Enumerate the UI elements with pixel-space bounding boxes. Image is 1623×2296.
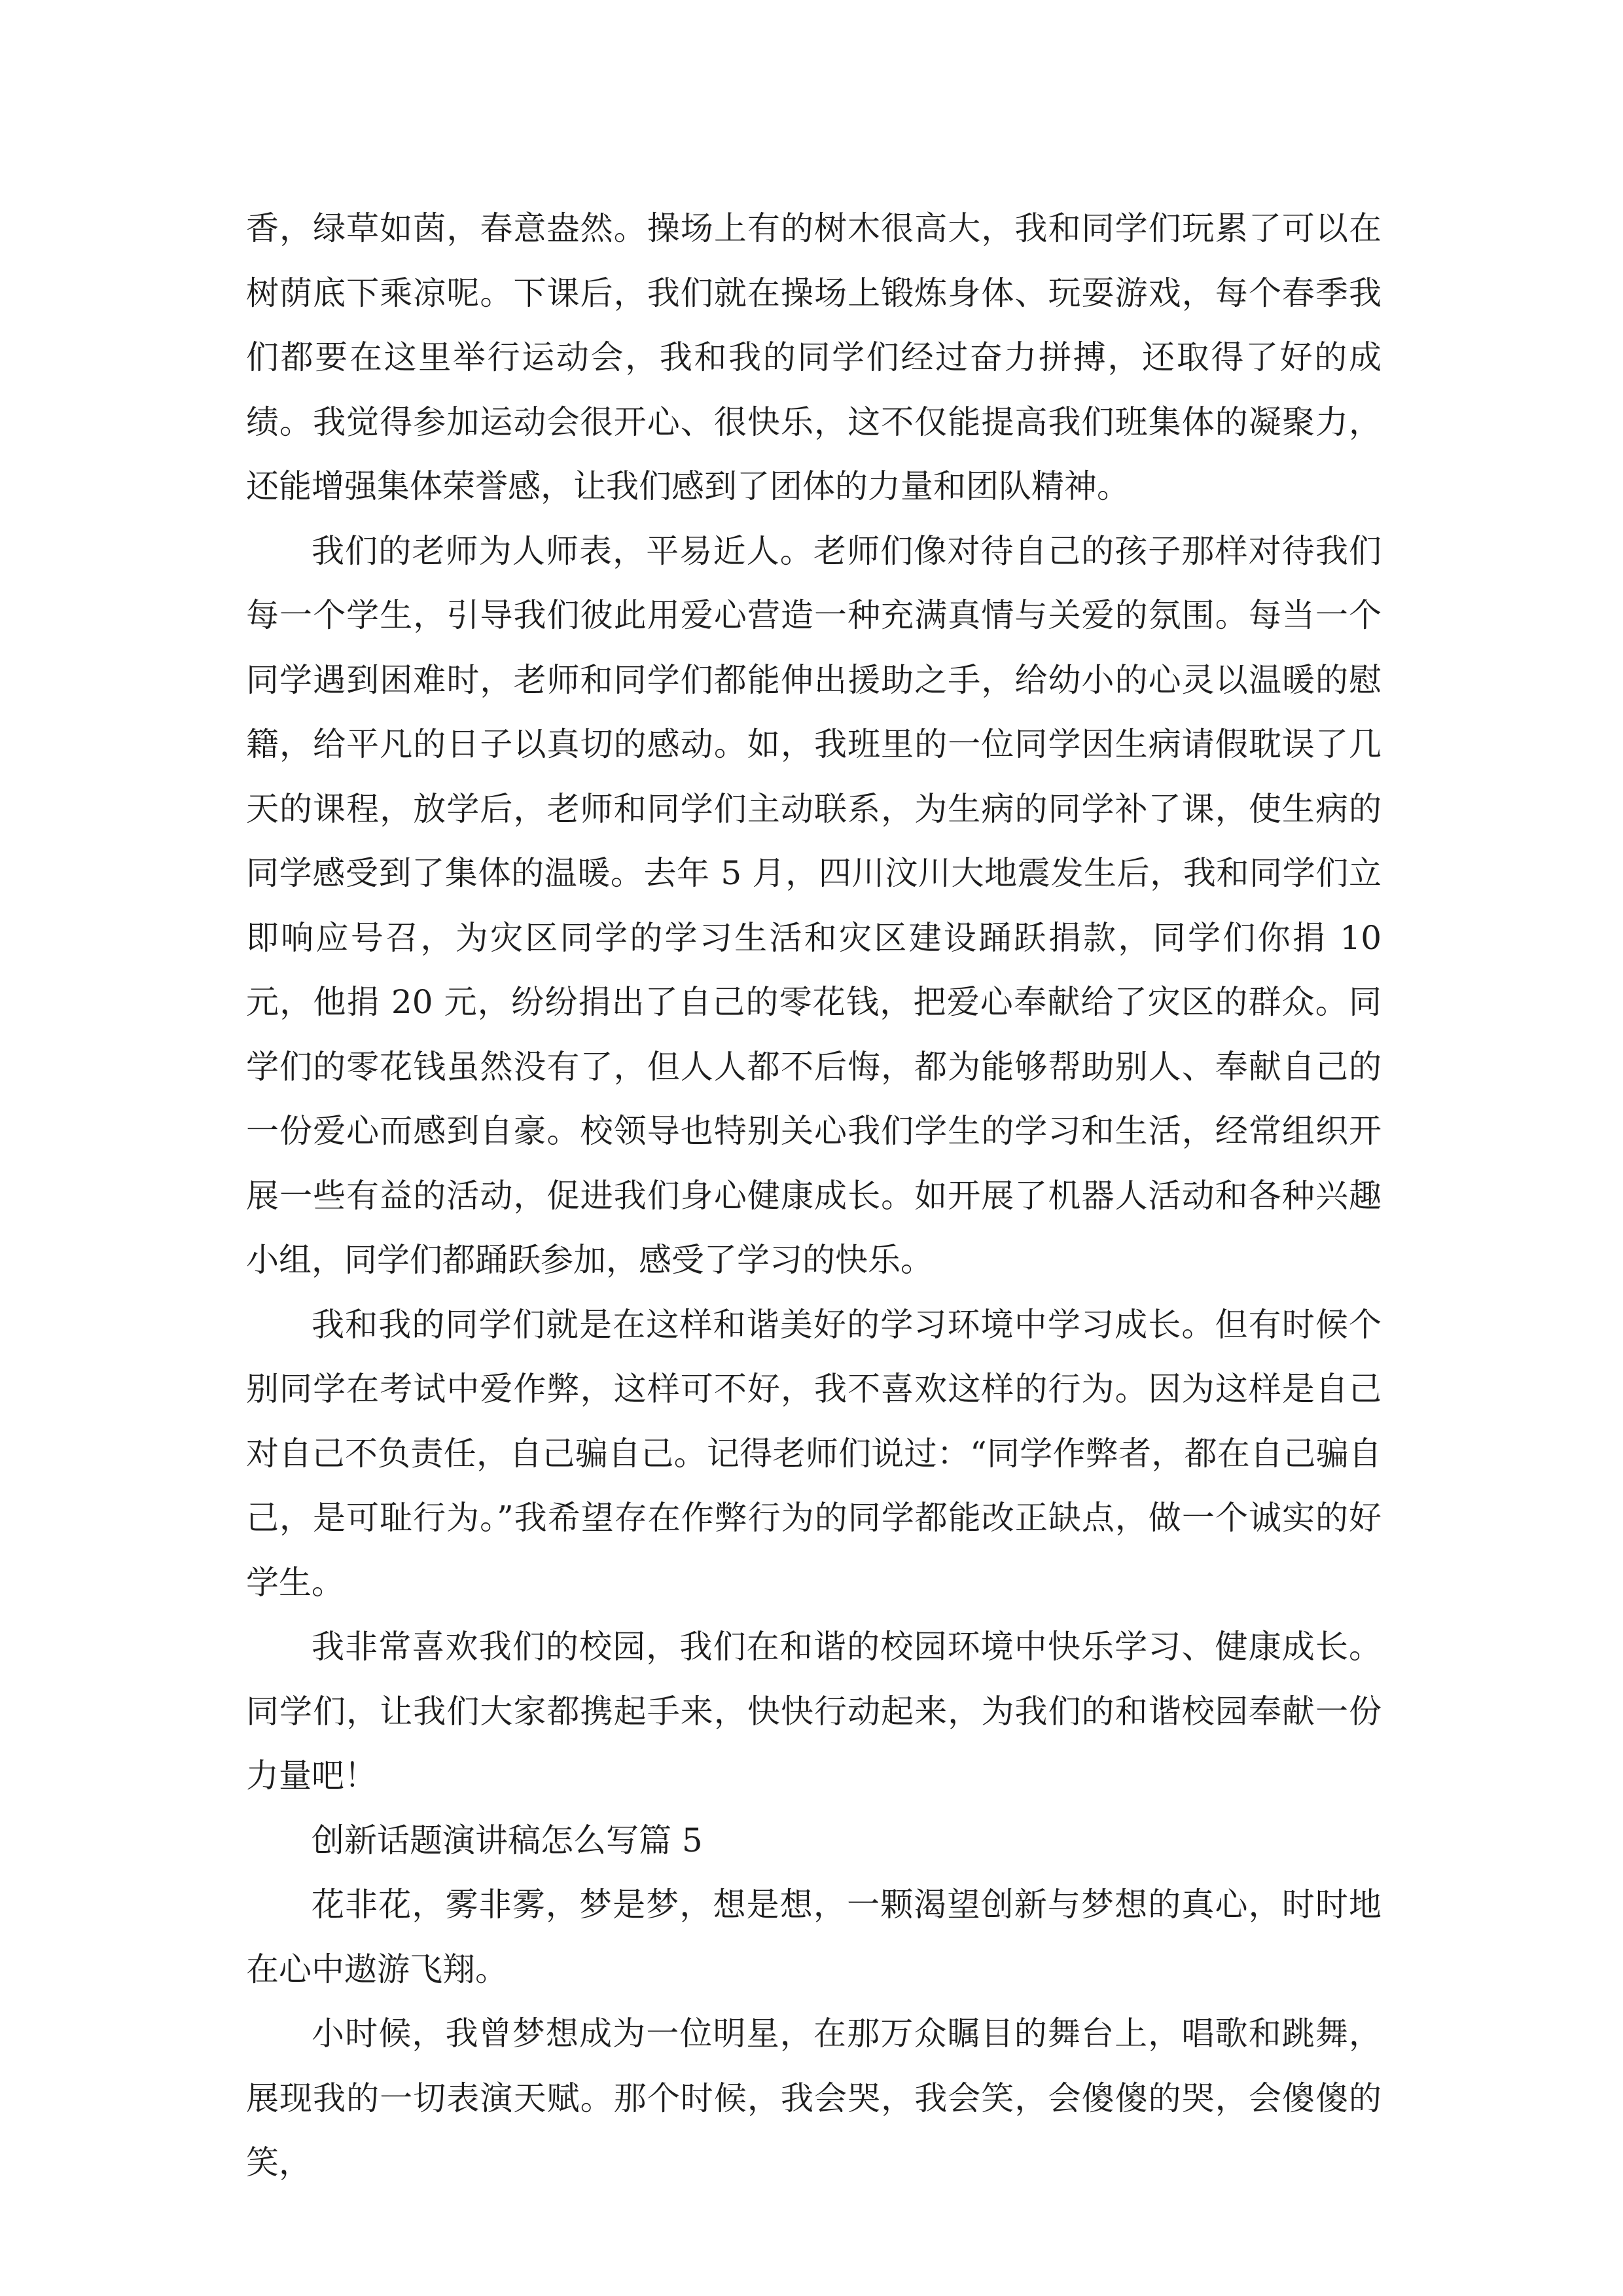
- paragraph-cheating: 我和我的同学们就是在这样和谐美好的学习环境中学习成长。但有时候个别同学在考试中爱作弊，这样可不好，我不喜欢这样的行为。因为这样是自己对自己不负责任，自己骗自己。记得老师们说过：“同学作弊者，都在自己骗自己，是可耻行为。”我希望存在作弊行为的同学都能改正缺点，做一个诚实的好学生。: [246, 1305, 1382, 1602]
- document-body: [246, 196, 1382, 2195]
- section-title: 创新话题演讲稿怎么写篇 5: [312, 1821, 703, 1859]
- paragraph-dream-intro: 花非花，雾非雾，梦是梦，想是想，一颗渴望创新与梦想的真心，时时地在心中遨游飞翔。: [246, 1886, 1382, 1988]
- paragraph-teachers: 我们的老师为人师表，平易近人。老师们像对待自己的孩子那样对待我们每一个学生，引导我们彼此用爱心营造一种充满真情与关爱的氛围。每当一个同学遇到困难时，老师和同学们都能伸出援助之手，给幼小的心灵以温暖的慰籍，给平凡的日子以真切的感动。如，我班里的一位同学因生病请假耽误了几天的课程，放学后，老师和同学们主动联系，为生病的同学补了课，使生病的同学感受到了集体的温暖。去年 5 月，四川汶川大地震发生后，我和同学们立即响应号召，为灾区同学的学习生活和灾区建设踊跃捐款，同学们你捐 10 元，他捐 20 元，纷纷捐出了自己的零花钱，把爱心奉献给了灾区的群众。同学们的零花钱虽然没有了，但人人都不后悔，都为能够帮助别人、奉献自己的一份爱心而感到自豪。校领导也特别关心我们学生的学习和生活，经常组织开展一些有益的活动，促进我们身心健康成长。如开展了机器人活动和各种兴趣小组，同学们都踊跃参加，感受了学习的快乐。: [246, 531, 1382, 1279]
- paragraph-childhood: 小时候，我曾梦想成为一位明星，在那万众瞩目的舞台上，唱歌和跳舞，展现我的一切表演天赋。那个时候，我会哭，我会笑，会傻傻的哭，会傻傻的笑，: [246, 2015, 1382, 2181]
- paragraph-continued: 香，绿草如茵，春意盎然。操场上有的树木很高大，我和同学们玩累了可以在树荫底下乘凉呢。下课后，我们就在操场上锻炼身体、玩耍游戏，每个春季我们都要在这里举行运动会，我和我的同学们经过奋力拼搏，还取得了好的成绩。我觉得参加运动会很开心、很快乐，这不仅能提高我们班集体的凝聚力，还能增强集体荣誉感，让我们感到了团体的力量和团队精神。: [246, 209, 1382, 505]
- paragraph-conclusion: 我非常喜欢我们的校园，我们在和谐的校园环境中快乐学习、健康成长。同学们，让我们大家都携起手来，快快行动起来，为我们的和谐校园奉献一份力量吧！: [246, 1628, 1382, 1795]
